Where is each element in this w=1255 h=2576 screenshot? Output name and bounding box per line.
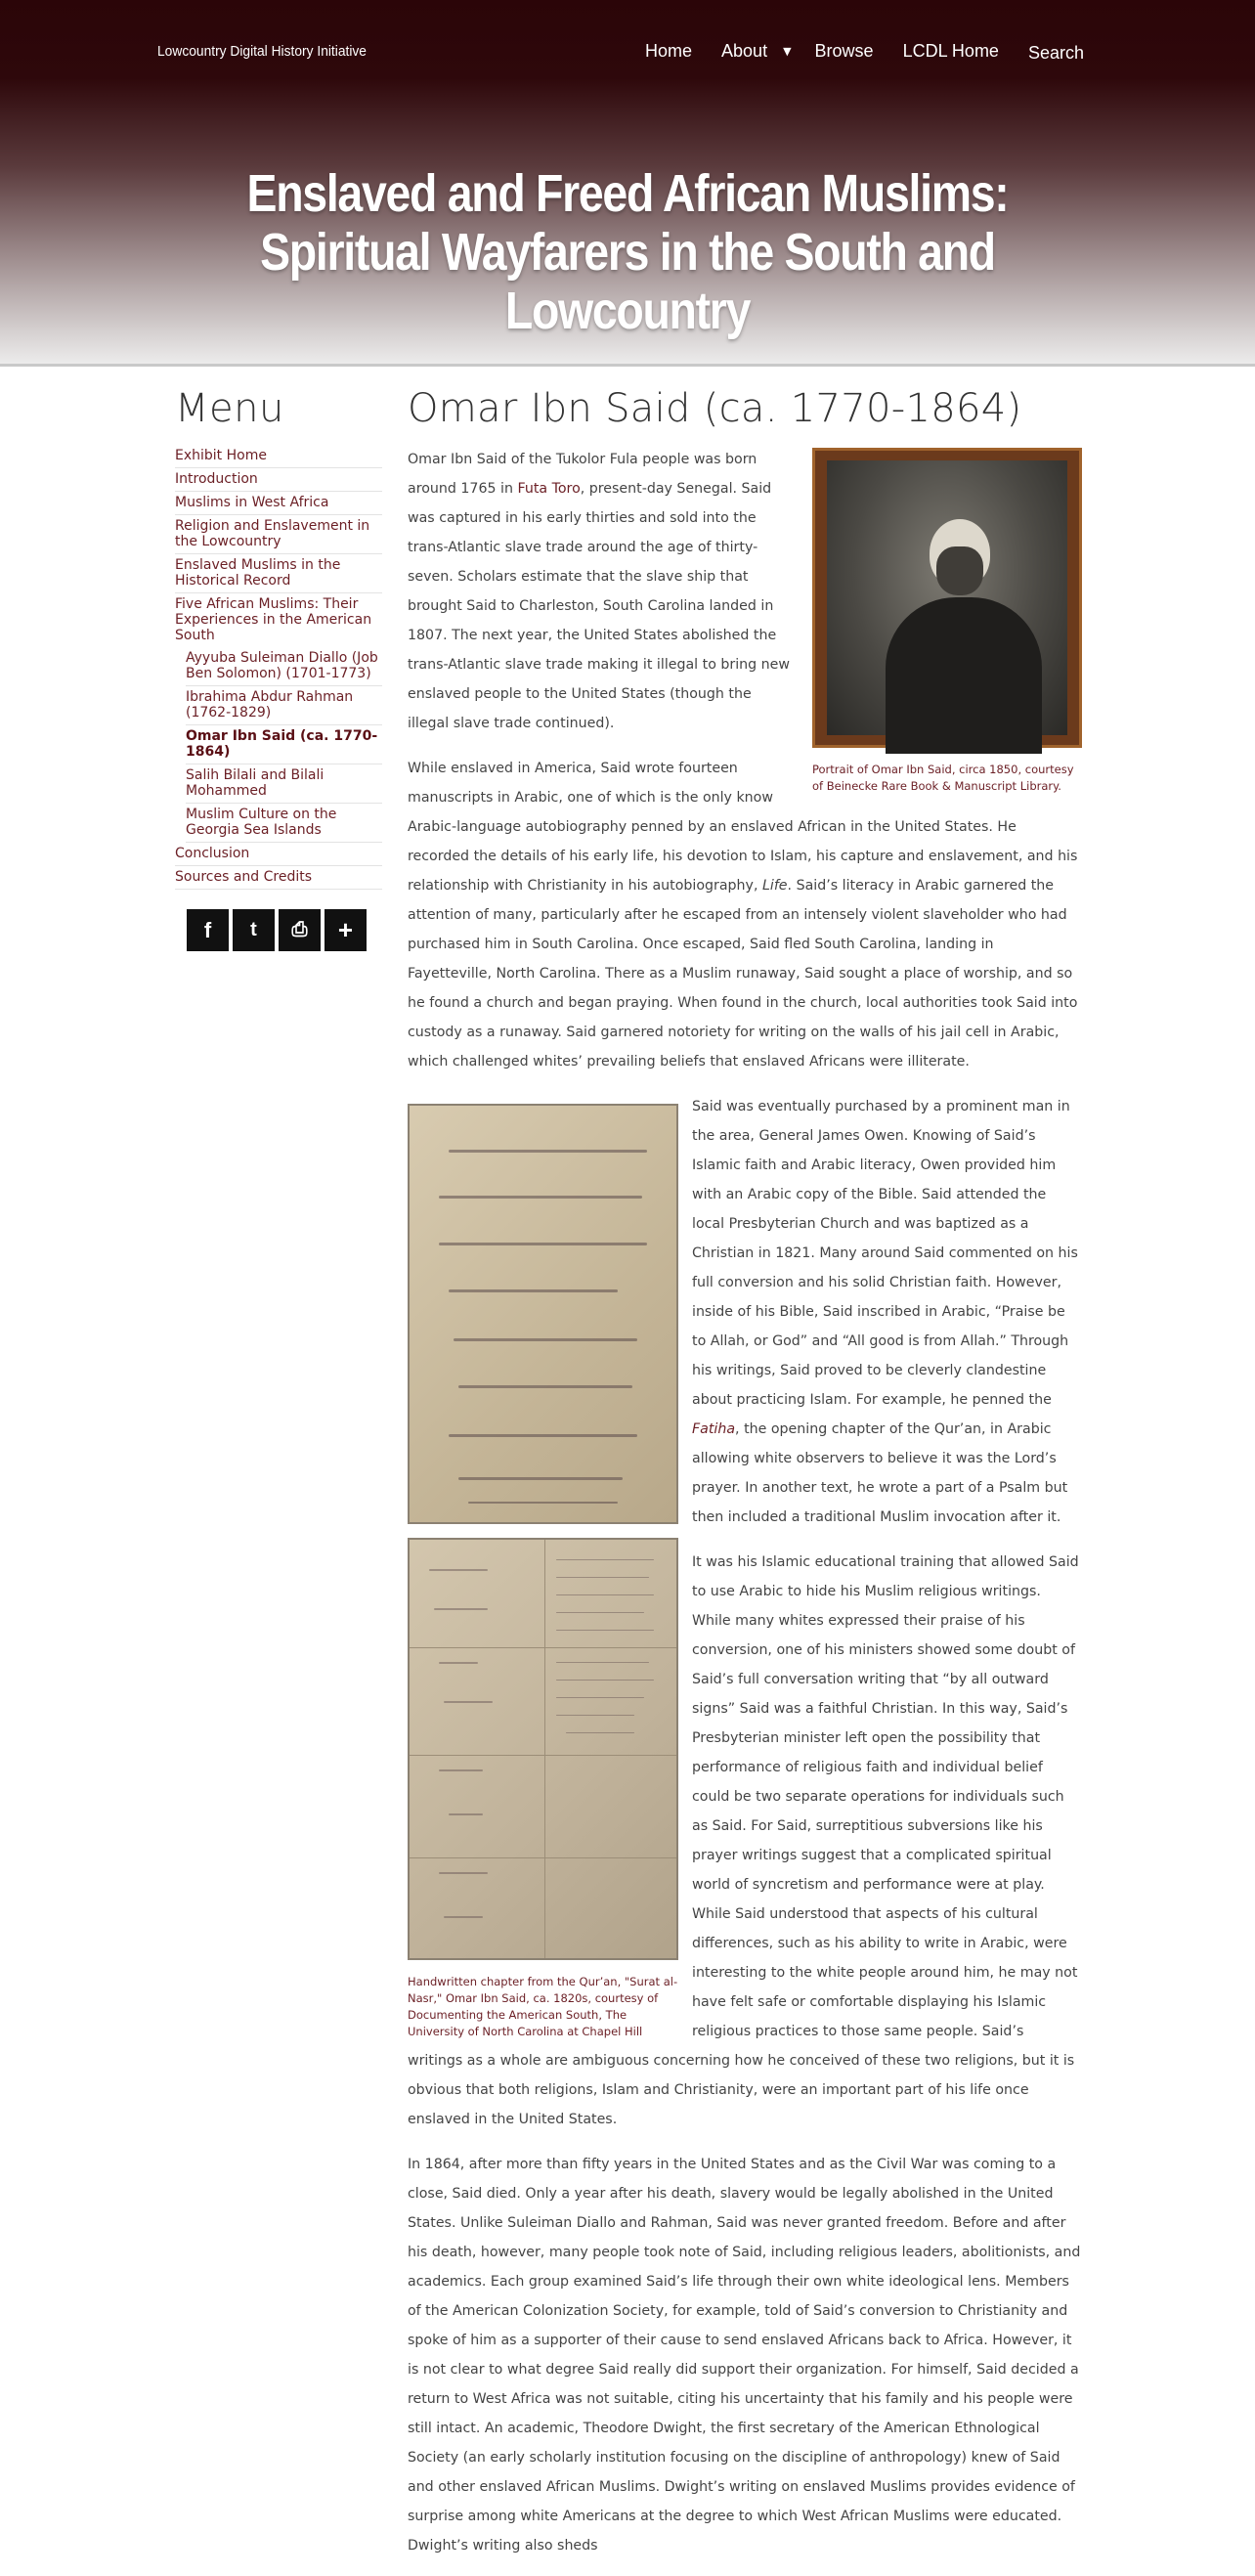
- portrait-photo: [827, 460, 1067, 735]
- menu-item-muslims-west-africa[interactable]: Muslims in West Africa: [175, 492, 382, 515]
- p2-text-b: . Said’s literacy in Arabic garnered the attention of many, particularly after he escaped from an intensely violent slaveholder who had purchased him in South Carolina. Once escaped, Said fled South Carolina, landing in Fayetteville, North Carolina. There as a Muslim runaway, Said sought a place of worship, and so he found a church and began praying. When found in the church, local authorities took Said into custody as a runaway. Said garnered notoriety for writing on the walls of his jail cell in Arabic, which challenged whites’ prevailing beliefs that enslaved Africans were illiterate.: [408, 878, 1078, 1070]
- portrait-body: [886, 597, 1042, 754]
- submenu-item-georgia-sea-islands[interactable]: Muslim Culture on the Georgia Sea Islands: [186, 804, 382, 843]
- portrait-image[interactable]: [812, 448, 1082, 748]
- paragraph-4: It was his Islamic educational training that allowed Said to use Arabic to hide his Muslim religious writings. While many whites expressed their praise of his conversion, one of his ministers showed some doubt of Said’s full conversation writing that “by all outward signs” Said was a faithful Christian. In this way, Said’s Presbyterian minister left open the possibility that performance of religious faith and individual belief could be two separate operations for individuals such as Said. For Said, surreptitious subversions like his prayer writings suggest that a complicated spiritual world of syncretism and performance were at play. While Said understood that aspects of his cultural differences, such as his ability to write in Arabic, were interesting to the white people around him, he may not have felt safe or comfortable displaying his Islamic religious practices to those same people. Said’s writings as a whole are ambiguous concerning how he conceived of these two religions, but it is obvious that both religions, Islam and Christianity, were an important part of his life once enslaved in the United States.: [408, 1554, 1079, 2127]
- menu-item-conclusion[interactable]: Conclusion: [175, 843, 382, 866]
- portrait-caption-text: , circa 1850, courtesy of: [812, 763, 1074, 793]
- portrait-caption: [812, 762, 1082, 795]
- menu-item-five-african-muslims[interactable]: Five African Muslims: Their Experiences in the American South: [175, 596, 372, 643]
- manuscript-image-2[interactable]: [408, 1538, 678, 1960]
- nav-lcdl-home[interactable]: LCDL Home: [902, 41, 999, 61]
- share-buttons: [175, 909, 382, 951]
- sidebar: [175, 386, 382, 951]
- submenu-item-rahman[interactable]: Ibrahima Abdur Rahman (1762-1829): [186, 686, 382, 725]
- exhibit-menu: [175, 445, 382, 890]
- menu-item-exhibit-home[interactable]: Exhibit Home: [175, 445, 382, 468]
- p3-text-a: Said was eventually purchased by a prominent man in the area, General James Owen. Knowing of Said’s Islamic faith and Arabic literacy, Owen provided him with an Arabic copy of the Bible. Said attended the local Presbyterian Church and was baptized as a Christian in 1821. Many around Said commented on his full conversion and his solid Christian faith. However, inside of his Bible, Said inscribed in Arabic, “Praise be to Allah, or God” and “All good is from Allah.” Through his writings, Said proved to be cleverly clandestine about practicing Islam. For example, he penned the: [692, 1099, 1078, 1408]
- twitter-icon[interactable]: t: [233, 909, 275, 951]
- p1-text-b: , present-day Senegal. Said was captured in his early thirties and sold into the trans-Atlantic slave trade around the age of thirty-seven. Scholars estimate that the slave ship that brought Said to Charleston, South Carolina landed in 1807. The next year, the United States abolished the trans-Atlantic slave trade making it illegal to bring new enslaved people to the United States (though the illegal slave trade continued).: [408, 481, 791, 731]
- nav-search[interactable]: Search: [1027, 43, 1084, 63]
- p1-text-a: Omar Ibn Said of the Tukolor Fula people was born around 1765 in: [408, 452, 757, 497]
- chevron-down-icon[interactable]: ▼: [783, 45, 792, 58]
- print-icon[interactable]: ⎙: [279, 909, 321, 951]
- fatiha-link[interactable]: [692, 1421, 735, 1437]
- exhibit-title: Enslaved and Freed African Muslims: Spiritual Wayfarers in the South and Lowcountry: [246, 164, 1009, 340]
- submenu-item-salih-bilali[interactable]: Salih Bilali and Bilali Mohammed: [186, 764, 382, 804]
- portrait-figure: [812, 448, 1082, 795]
- manuscript-image-1[interactable]: [408, 1104, 678, 1524]
- menu-item-religion-enslavement[interactable]: Religion and Enslavement in the Lowcountry: [175, 515, 382, 554]
- manuscript-figure: [408, 1104, 678, 2040]
- main-content: [408, 386, 1082, 2576]
- menu-item-sources-credits[interactable]: Sources and Credits: [175, 866, 382, 890]
- submenu-container: [175, 647, 382, 843]
- submenu-item-omar-ibn-said[interactable]: Omar Ibn Said (ca. 1770-1864): [186, 725, 382, 764]
- page-header: [0, 0, 1255, 367]
- site-name-link[interactable]: Lowcountry Digital History Initiative: [157, 43, 367, 60]
- manuscript-caption: [408, 1974, 678, 2040]
- life-title: Life: [761, 878, 788, 894]
- p2-text-a: While enslaved in America, Said wrote fourteen manuscripts in Arabic, one of which is the only know Arabic-language autobiography penned by an enslaved African in the United States. He recorded the details of his early life, his devotion to Islam, his capture and enslavement, and his relationship with Christianity in his autobiography,: [408, 761, 1078, 894]
- portrait-face: [936, 546, 983, 595]
- submenu-item-diallo[interactable]: Ayyuba Suleiman Diallo (Job Ben Solomon) (1701-1773): [186, 647, 382, 686]
- main-nav: [616, 39, 1084, 64]
- menu-item-introduction[interactable]: Introduction: [175, 468, 382, 492]
- manuscript-caption-text: Handwritten chapter from the Qur’an, "Surat al-Nasr," Omar Ibn Said, ca. 1820s, courtesy of Documenting the American South,: [408, 1975, 678, 2022]
- fatiha-title: Fatiha: [692, 1421, 736, 1437]
- submenu: [175, 647, 382, 843]
- paragraph-5: In 1864, after more than fifty years in the United States and as the Civil War was coming to a close, Said died. Only a year after his death, slavery would be legally abolished in the United States. Unlike Suleiman Diallo and Rahman, Said was never granted freedom. Before and after his death, however, many people took note of Said, including religious leaders, abolitionists, and academics. Each group examined Said’s life through their own white ideological lens. Members of the American Colonization Society, for example, told of Said’s conversion to Christianity and spoke of him as a supporter of their cause to send enslaved Africans back to Africa. However, it is not clear to what degree Said really did support their organization. For himself, Said decided a return to West Africa was not suitable, citing his uncertainty that his family and his people were still intact. An academic, Theodore Dwight, the first secretary of the American Ethnological Society (an early scholarly institution focusing on the discipline of anthropology) knew of Said and other enslaved African Muslims. Dwight’s writing on enslaved Muslims provides evidence of surprise among white Americans at the degree to which West African Muslims were educated. Dwight’s writing also sheds: [408, 2157, 1081, 2554]
- facebook-icon[interactable]: f: [187, 909, 229, 951]
- p3-text-b: , the opening chapter of the Qur’an, in Arabic allowing white observers to believe it was the Lord’s prayer. In another text, he wrote a part of a Psalm but then included a traditional Muslim invocation after it.: [692, 1421, 1068, 1525]
- beinecke-link[interactable]: Beinecke Rare Book & Manuscript Library.: [826, 779, 1061, 793]
- portrait-caption-link[interactable]: Portrait of Omar Ibn Said: [812, 763, 952, 776]
- nav-browse[interactable]: Browse: [814, 41, 874, 61]
- menu-title: Menu: [175, 386, 284, 431]
- unc-link[interactable]: The University of North Carolina at Chapel Hill: [408, 2008, 643, 2038]
- page-title: Omar Ibn Said (ca. 1770-1864): [408, 386, 1022, 431]
- menu-item-historical-record[interactable]: Enslaved Muslims in the Historical Record: [175, 554, 382, 593]
- nav-about[interactable]: About: [721, 41, 768, 61]
- more-share-icon[interactable]: +: [325, 909, 367, 951]
- futa-toro-link[interactable]: Futa Toro: [517, 481, 581, 497]
- nav-home[interactable]: Home: [645, 41, 693, 61]
- paragraph-2: [408, 754, 1082, 1076]
